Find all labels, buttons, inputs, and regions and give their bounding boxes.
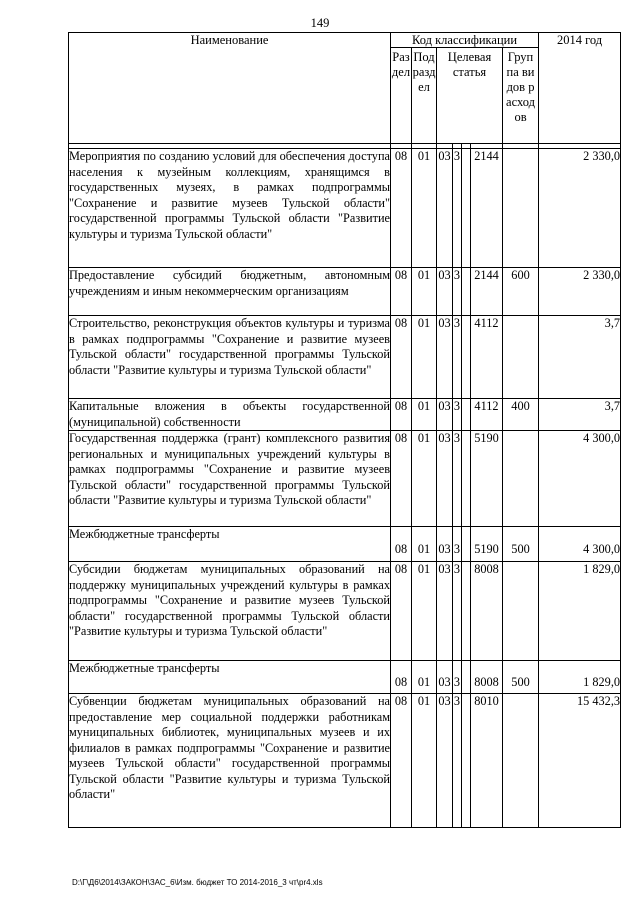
- row-target-3: [462, 149, 471, 268]
- row-target-2: 3: [453, 316, 462, 399]
- row-target-2: 3: [453, 268, 462, 316]
- row-target-2: 3: [453, 149, 462, 268]
- row-amount: 3,7: [539, 399, 621, 431]
- row-section: 08: [391, 661, 412, 694]
- row-target-2: 3: [453, 431, 462, 527]
- page-number: 149: [310, 16, 330, 30]
- file-path-footer: D:\Г\Д6\2014\ЗАКОН\ЗАС_6\Изм. бюджет ТО 2014-2016_3 чт\pr4.xls: [72, 878, 323, 887]
- header-section: [391, 48, 412, 144]
- table-row: [69, 316, 621, 399]
- row-expense-group: [503, 149, 539, 268]
- row-target-3: [462, 431, 471, 527]
- table-row: [69, 694, 621, 828]
- row-expense-group: [503, 431, 539, 527]
- row-subsection: 01: [412, 399, 437, 431]
- row-amount: 1 829,0: [539, 562, 621, 661]
- row-section: 08: [391, 268, 412, 316]
- header-row-top: [69, 33, 621, 48]
- row-name: Субвенции бюджетам муниципальных образований на предоставление мер социальной поддержки работникам муниципальных библиотек, муниципальных музеев и их филиалов в рамках подпрограммы "Сохранение и развитие музеев Тульской области" государственной программы Тульской области "Развитие культуры и туризма Тульской области": [69, 694, 391, 828]
- row-target-4: 4112: [471, 399, 503, 431]
- row-target-1: 03: [437, 562, 453, 661]
- row-target-2: 3: [453, 661, 462, 694]
- row-subsection: 01: [412, 268, 437, 316]
- row-subsection: 01: [412, 661, 437, 694]
- row-target-4: 5190: [471, 431, 503, 527]
- table-row: [69, 527, 621, 562]
- row-subsection: 01: [412, 562, 437, 661]
- row-name: Строительство, реконструкция объектов культуры и туризма в рамках подпрограммы "Сохранение и развитие музеев Тульской области" государственной программы Тульской области "Развитие культуры и туризма Тульской области": [69, 316, 391, 399]
- row-target-3: [462, 694, 471, 828]
- row-target-3: [462, 562, 471, 661]
- row-subsection: 01: [412, 149, 437, 268]
- row-section: 08: [391, 149, 412, 268]
- row-target-3: [462, 399, 471, 431]
- row-target-2: 3: [453, 694, 462, 828]
- header-subsection: [412, 48, 437, 144]
- row-target-4: 5190: [471, 527, 503, 562]
- row-target-4: 8008: [471, 562, 503, 661]
- row-target-1: 03: [437, 268, 453, 316]
- header-target-article-text: Целевая статья: [447, 50, 492, 79]
- row-amount: 4 300,0: [539, 431, 621, 527]
- header-section-text: Раздел: [391, 50, 411, 79]
- row-amount: 4 300,0: [539, 527, 621, 562]
- row-target-2: 3: [453, 527, 462, 562]
- row-section: 08: [391, 694, 412, 828]
- row-target-3: [462, 316, 471, 399]
- row-target-1: 03: [437, 316, 453, 399]
- row-target-4: 8008: [471, 661, 503, 694]
- row-amount: 2 330,0: [539, 149, 621, 268]
- row-name: Мероприятия по созданию условий для обеспечения доступа населения к музейным коллекциям, хранящимся в государственных музеях, в рамках подпрограммы "Сохранение и развитие музеев Тульской области" государственной программы Тульской области "Развитие культуры и туризма Тульской области": [69, 149, 391, 268]
- header-year: 2014 год: [539, 33, 621, 144]
- row-section: 08: [391, 431, 412, 527]
- row-target-1: 03: [437, 431, 453, 527]
- row-name: Субсидии бюджетам муниципальных образований на поддержку муниципальных учреждений культуры в рамках подпрограммы "Сохранение и развитие музеев Тульской области" государственной программы Тульской области "Развитие культуры и туризма Тульской области": [69, 562, 391, 661]
- row-subsection: 01: [412, 694, 437, 828]
- row-expense-group: [503, 694, 539, 828]
- header-code-classification: Код классификации: [391, 33, 539, 48]
- row-name: Межбюджетные трансферты: [69, 661, 391, 694]
- row-target-1: 03: [437, 149, 453, 268]
- row-target-4: 2144: [471, 268, 503, 316]
- row-target-1: 03: [437, 399, 453, 431]
- row-section: 08: [391, 316, 412, 399]
- header-expense-group-text: Группа видов расходов: [506, 50, 535, 124]
- row-expense-group: [503, 562, 539, 661]
- row-expense-group: 500: [503, 527, 539, 562]
- row-name: Предоставление субсидий бюджетным, автономным учреждениям и иным некоммерческим организациям: [69, 268, 391, 316]
- row-expense-group: [503, 316, 539, 399]
- table-row: [69, 562, 621, 661]
- row-target-3: [462, 661, 471, 694]
- row-target-1: 03: [437, 694, 453, 828]
- header-name: Наименование: [69, 33, 391, 144]
- row-subsection: 01: [412, 527, 437, 562]
- row-target-2: 3: [453, 562, 462, 661]
- header-subsection-text: Подраздел: [412, 50, 436, 94]
- budget-table: [68, 32, 621, 828]
- row-target-4: 8010: [471, 694, 503, 828]
- table-row: [69, 399, 621, 431]
- row-target-4: 4112: [471, 316, 503, 399]
- row-expense-group: 500: [503, 661, 539, 694]
- row-target-1: 03: [437, 527, 453, 562]
- row-expense-group: 600: [503, 268, 539, 316]
- row-target-1: 03: [437, 661, 453, 694]
- row-target-4: 2144: [471, 149, 503, 268]
- row-amount: 2 330,0: [539, 268, 621, 316]
- row-subsection: 01: [412, 316, 437, 399]
- table-row: [69, 268, 621, 316]
- row-expense-group: 400: [503, 399, 539, 431]
- row-name: Межбюджетные трансферты: [69, 527, 391, 562]
- table-row: [69, 431, 621, 527]
- header-target-article: [437, 48, 503, 144]
- row-target-3: [462, 527, 471, 562]
- row-amount: 3,7: [539, 316, 621, 399]
- row-subsection: 01: [412, 431, 437, 527]
- row-name: Капитальные вложения в объекты государственной (муниципальной) собственности: [69, 399, 390, 429]
- row-target-2: 3: [453, 399, 462, 431]
- row-name: Государственная поддержка (грант) комплексного развития региональных и муниципальных учреждений культуры в рамках подпрограммы "Сохранение и развитие музеев Тульской области" государственной программы Тульской области "Развитие культуры и туризма Тульской области": [69, 431, 391, 527]
- row-target-3: [462, 268, 471, 316]
- table-row: [69, 661, 621, 694]
- row-section: 08: [391, 399, 412, 431]
- table-row: [69, 149, 621, 268]
- row-amount: 15 432,3: [539, 694, 621, 828]
- row-section: 08: [391, 527, 412, 562]
- row-amount: 1 829,0: [539, 661, 621, 694]
- row-section: 08: [391, 562, 412, 661]
- header-expense-group: [503, 48, 539, 144]
